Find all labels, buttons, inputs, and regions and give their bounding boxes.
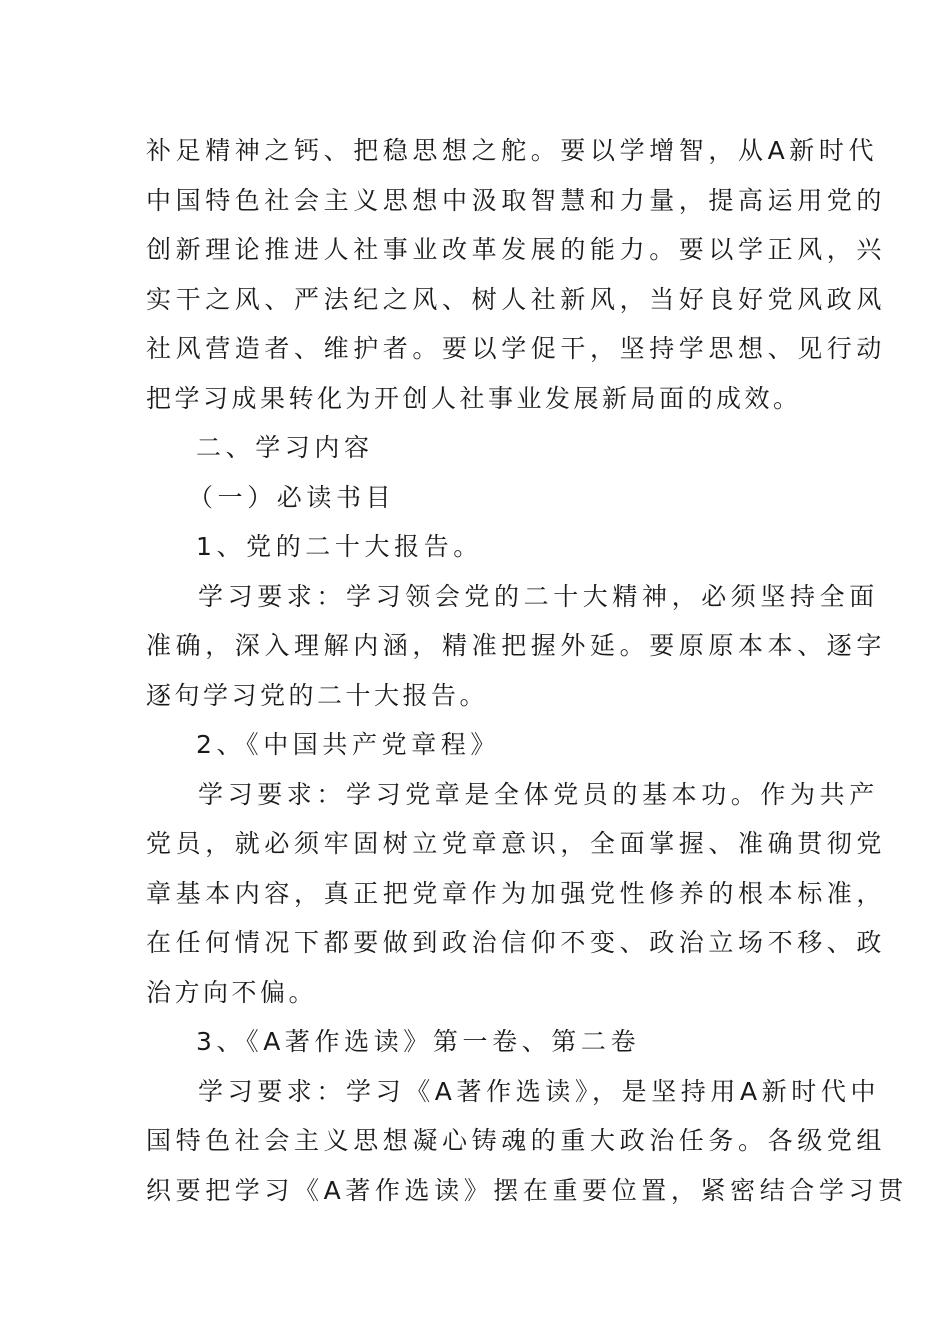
subsection-heading: （一）必读书目 bbox=[188, 482, 396, 512]
paragraph-line: 国特色社会主义思想凝心铸魂的重大政治任务。各级党组 bbox=[146, 1126, 887, 1155]
paragraph-line: 学习要求：学习领会党的二十大精神，必须坚持全面 bbox=[198, 581, 879, 611]
paragraph-line: 学习要求：学习《A著作选读》，是坚持用A新时代中 bbox=[198, 1076, 881, 1106]
paragraph-line: 在任何情况下都要做到政治信仰不变、政治立场不移、政 bbox=[146, 928, 887, 957]
paragraph-line: 实干之风、严法纪之风、树人社新风，当好良好党风政风 bbox=[146, 284, 887, 314]
paragraph-line: 创新理论推进人社事业改革发展的能力。要以学正风，兴 bbox=[146, 235, 887, 264]
list-item-title: 2、《中国共产党章程》 bbox=[196, 730, 501, 759]
paragraph-line: 社风营造者、维护者。要以学促干，坚持学思想、见行动 bbox=[146, 334, 887, 363]
paragraph-line: 章基本内容，真正把党章作为加强党性修养的根本标准， bbox=[146, 878, 887, 908]
paragraph-line: 学习要求：学习党章是全体党员的基本功。作为共产 bbox=[198, 779, 879, 809]
section-heading: 二、学习内容 bbox=[196, 433, 374, 462]
paragraph-line: 治方向不偏。 bbox=[146, 977, 318, 1007]
list-item-title: 1、党的二十大报告。 bbox=[196, 532, 483, 561]
paragraph-line: 逐句学习党的二十大报告。 bbox=[146, 680, 489, 710]
paragraph-line: 党员，就必须牢固树立党章意识，全面掌握、准确贯彻党 bbox=[146, 829, 887, 858]
paragraph-line: 准确，深入理解内涵，精准把握外延。要原原本本、逐字 bbox=[146, 631, 887, 660]
paragraph-line: 中国特色社会主义思想中汲取智慧和力量，提高运用党的 bbox=[146, 185, 887, 215]
paragraph-line: 织要把学习《A著作选读》摆在重要位置，紧密结合学习贯 bbox=[146, 1175, 908, 1205]
paragraph-line: 补足精神之钙、把稳思想之舵。要以学增智，从A新时代 bbox=[146, 136, 879, 165]
list-item-title: 3、《A著作选读》第一卷、第二卷 bbox=[196, 1027, 641, 1056]
document-body bbox=[146, 126, 908, 1215]
paragraph-line: 把学习成果转化为开创人社事业发展新局面的成效。 bbox=[146, 383, 802, 413]
